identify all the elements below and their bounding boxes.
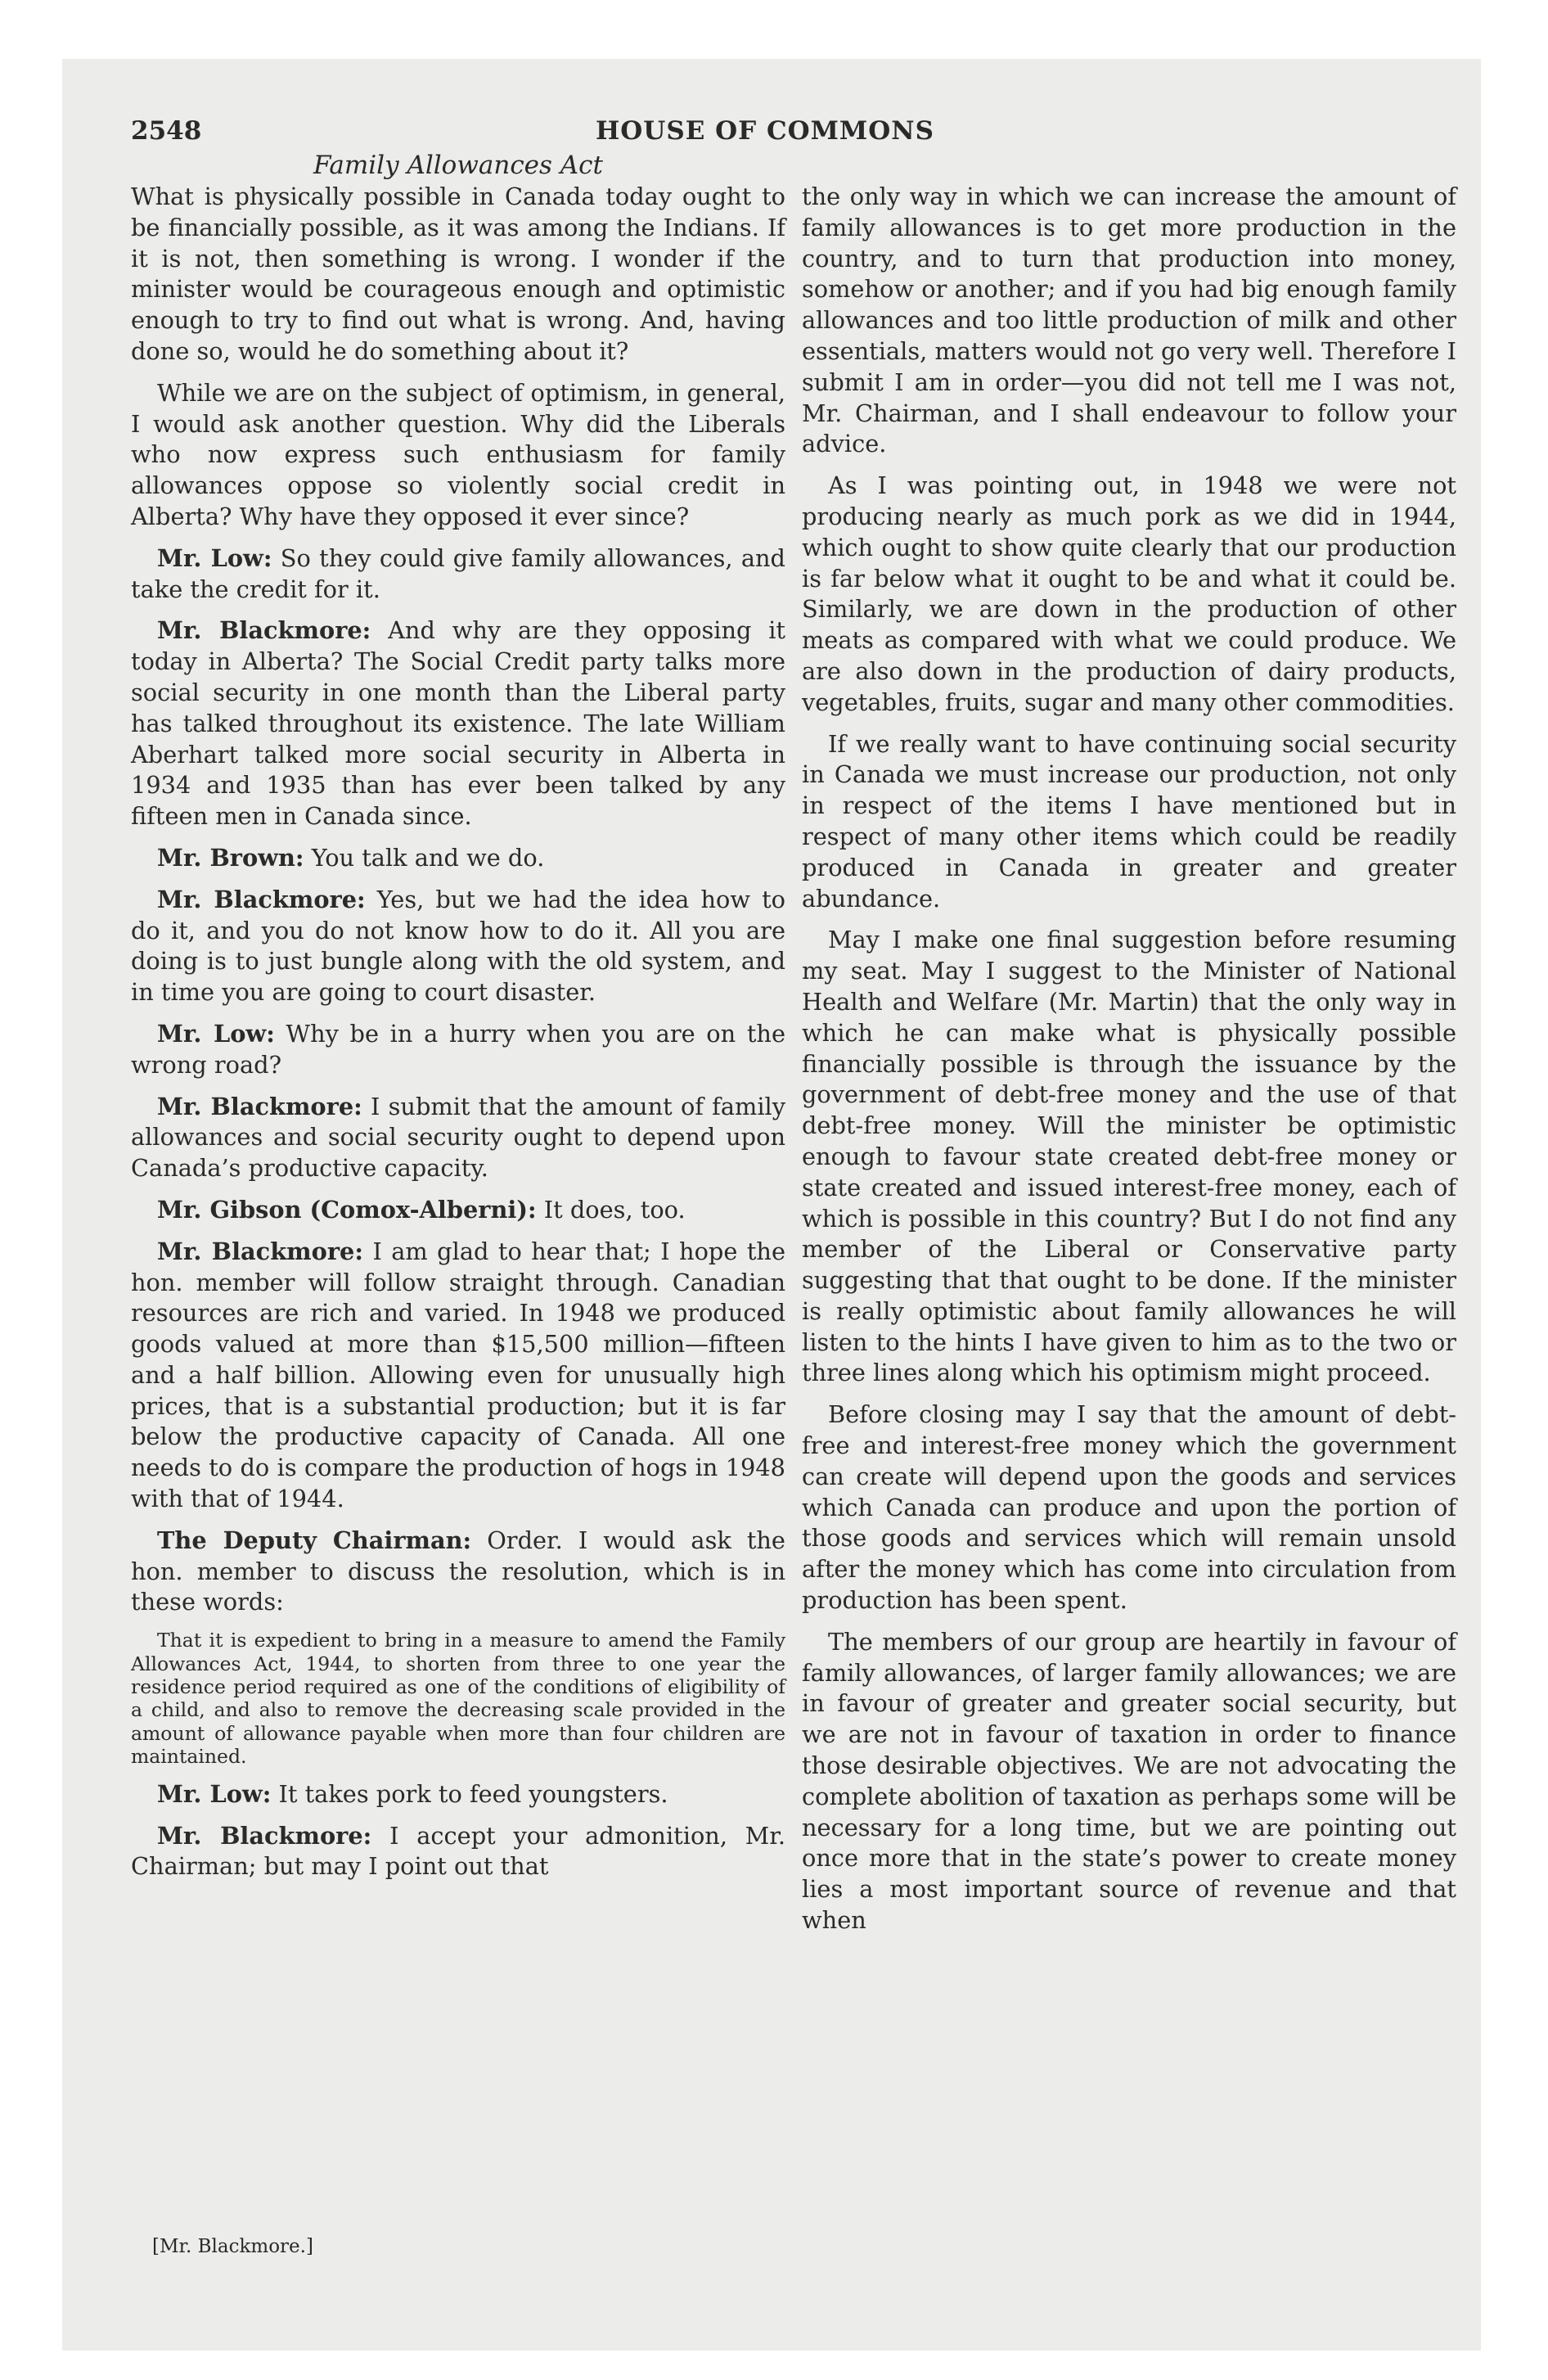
speech-text: Yes, but we had the idea how to do it, and you do not know how to do it. All you are doing is to just bungle along with the old system, and in time you are going to court disaster. bbox=[131, 885, 786, 1007]
speech bbox=[131, 843, 785, 874]
paragraph: As I was pointing out, in 1948 we were not producing nearly as much pork as we did in 1944, which ought to show quite clearly that our production is far below what it ought to be and what it could be. Similarly, we are down in the production of other meats as compared with what we could produce. We are also down in the production of dairy products, vegetables, fruits, sugar and many other commodities. bbox=[802, 471, 1456, 716]
speech bbox=[131, 615, 785, 832]
speech bbox=[131, 1237, 785, 1515]
paragraph: the only way in which we can increase the amount of family allowances is to get more production in the country, and to turn that production into money, somehow or another; and if you had big enough family allowances and too little production of milk and other essentials, matters would not go very well. Therefore I submit I am in order—you did not tell me I was not, Mr. Chairman, and I shall endeavour to follow your advice. bbox=[802, 183, 1456, 458]
speaker-name: The Deputy Chairman: bbox=[157, 1526, 472, 1554]
speech bbox=[131, 885, 785, 1008]
paragraph bbox=[131, 378, 785, 533]
speaker-name: Mr. Gibson (Comox-Alberni): bbox=[157, 1195, 537, 1224]
page-number: 2548 bbox=[131, 116, 202, 146]
speaker-name: Mr. Blackmore: bbox=[157, 1237, 363, 1265]
speech bbox=[131, 1821, 785, 1883]
section-subhead: Family Allowances Act bbox=[313, 151, 604, 180]
resolution-quote: That it is expedient to bring in a measure to amend the Family Allowances Act, 1944, to shorten from three to one year the residence period required as one of the conditions of eligibility of a child, and also to remove the decreasing scale provided in the amount of allowance payable when more than four children are maintained. bbox=[131, 1629, 785, 1769]
speech bbox=[131, 1019, 785, 1081]
speech-text: It takes pork to feed youngsters. bbox=[278, 1779, 668, 1808]
paragraph: May I make one final suggestion before resuming my seat. May I suggest to the Minister of National Health and Welfare (Mr. Martin) that the only way in which he can make what is physically possible financially possible is through the issuance by the government of debt-free money and the use of that debt-free money. Will the minister be optimistic enough to favour state created debt-free money or state created and issued interest-free money, each of which is possible in this country? But I do not find any member of the Liberal or Conservative party suggesting that that ought to be done. If the minister is really optimistic about family allowances he will listen to the hints I have given to him as to the two or three lines along which his optimism might proceed. bbox=[802, 926, 1456, 1387]
speech-text: So they could give family allowances, and take the credit for it. bbox=[131, 543, 785, 603]
speech-text: Why be in a hurry when you are on the wrong road? bbox=[131, 1019, 785, 1079]
speech bbox=[131, 1195, 785, 1226]
paragraph: The members of our group are heartily in favour of family allowances, of larger family allowances; we are in favour of greater and greater social security, but we are not in favour of taxation in order to finance those desirable objectives. We are not advocating the complete abolition of taxation as perhaps some will be necessary for a long time, but we are pointing out once more that in the state’s power to create money lies a most important source of revenue and that when bbox=[802, 1627, 1456, 1935]
paragraph-text: What is physically possible in Canada today ought to be financially possible, as it was among the Indians. If it is not, then something is wrong. I wonder if the minister would be courageous enough and optimistic enough to try to find out what is wrong. And, having done so, would he do something about it? bbox=[131, 183, 785, 365]
paragraph: If we really want to have continuing social security in Canada we must increase our production, not only in respect of the items I have mentioned but in respect of many other items which could be readily produced in Canada in greater and greater abundance. bbox=[802, 729, 1456, 913]
speech bbox=[131, 1526, 785, 1618]
speech-text: It does, too. bbox=[543, 1195, 686, 1224]
speech bbox=[131, 1092, 785, 1184]
paragraph: Before closing may I say that the amount of debt-free and interest-free money which the government can create will depend upon the goods and services which Canada can produce and upon the portion of those goods and services which will remain unsold after the money which has come into circulation from production has been spent. bbox=[802, 1400, 1456, 1615]
speaker-name: Mr. Blackmore: bbox=[157, 1821, 372, 1850]
speech-text: Order. I would ask the hon. member to discuss the resolution, which is in these words: bbox=[131, 1526, 785, 1616]
running-head: HOUSE OF COMMONS bbox=[596, 116, 934, 146]
speech-text: I am glad to hear that; I hope the hon. member will follow straight through. Canadian resources are rich and varied. In 1948 we produced goods valued at more than $15,500 million—fifteen and a half billion. Allowing even for unusually high prices, that is a substantial production; but it is far below the productive capacity of Canada. All one needs to do is compare the production of hogs in 1948 with that of 1944. bbox=[131, 1237, 786, 1513]
speaker-name: Mr. Blackmore: bbox=[157, 885, 366, 913]
paragraph bbox=[131, 182, 785, 367]
speech bbox=[131, 543, 785, 606]
paragraph-text: While we are on the subject of optimism, in general, I would ask another question. Why did the Liberals who now express such enthusiasm for family allowances oppose so violently social credit in Alberta? Why have they opposed it ever since? bbox=[131, 378, 785, 530]
right-column bbox=[802, 182, 1456, 1947]
speaker-footer-tag: [Mr. Blackmore.] bbox=[152, 2236, 313, 2257]
page-header bbox=[131, 116, 1399, 149]
scanned-page bbox=[62, 59, 1481, 2351]
speaker-name: Mr. Low: bbox=[157, 543, 272, 572]
left-column bbox=[131, 182, 785, 1893]
speech-text: I submit that the amount of family allowances and social security ought to depend upon Canada’s productive capacity. bbox=[131, 1092, 786, 1183]
speaker-name: Mr. Blackmore: bbox=[157, 1092, 362, 1120]
speech-text: And why are they opposing it today in Alberta? The Social Credit party talks more social security in one month than the Liberal party has talked throughout its existence. The late William Aberhart talked more social security in Alberta in 1934 and 1935 than has ever been talked by any fifteen men in Canada since. bbox=[131, 616, 786, 831]
speech bbox=[131, 1779, 785, 1810]
speaker-name: Mr. Blackmore: bbox=[157, 616, 371, 645]
speaker-name: Mr. Low: bbox=[157, 1019, 275, 1048]
speech-text: You talk and we do. bbox=[311, 843, 545, 872]
speaker-name: Mr. Low: bbox=[157, 1779, 272, 1808]
speaker-name: Mr. Brown: bbox=[157, 843, 304, 872]
speech-text: I accept your admonition, Mr. Chairman; but may I point out that bbox=[131, 1821, 786, 1881]
